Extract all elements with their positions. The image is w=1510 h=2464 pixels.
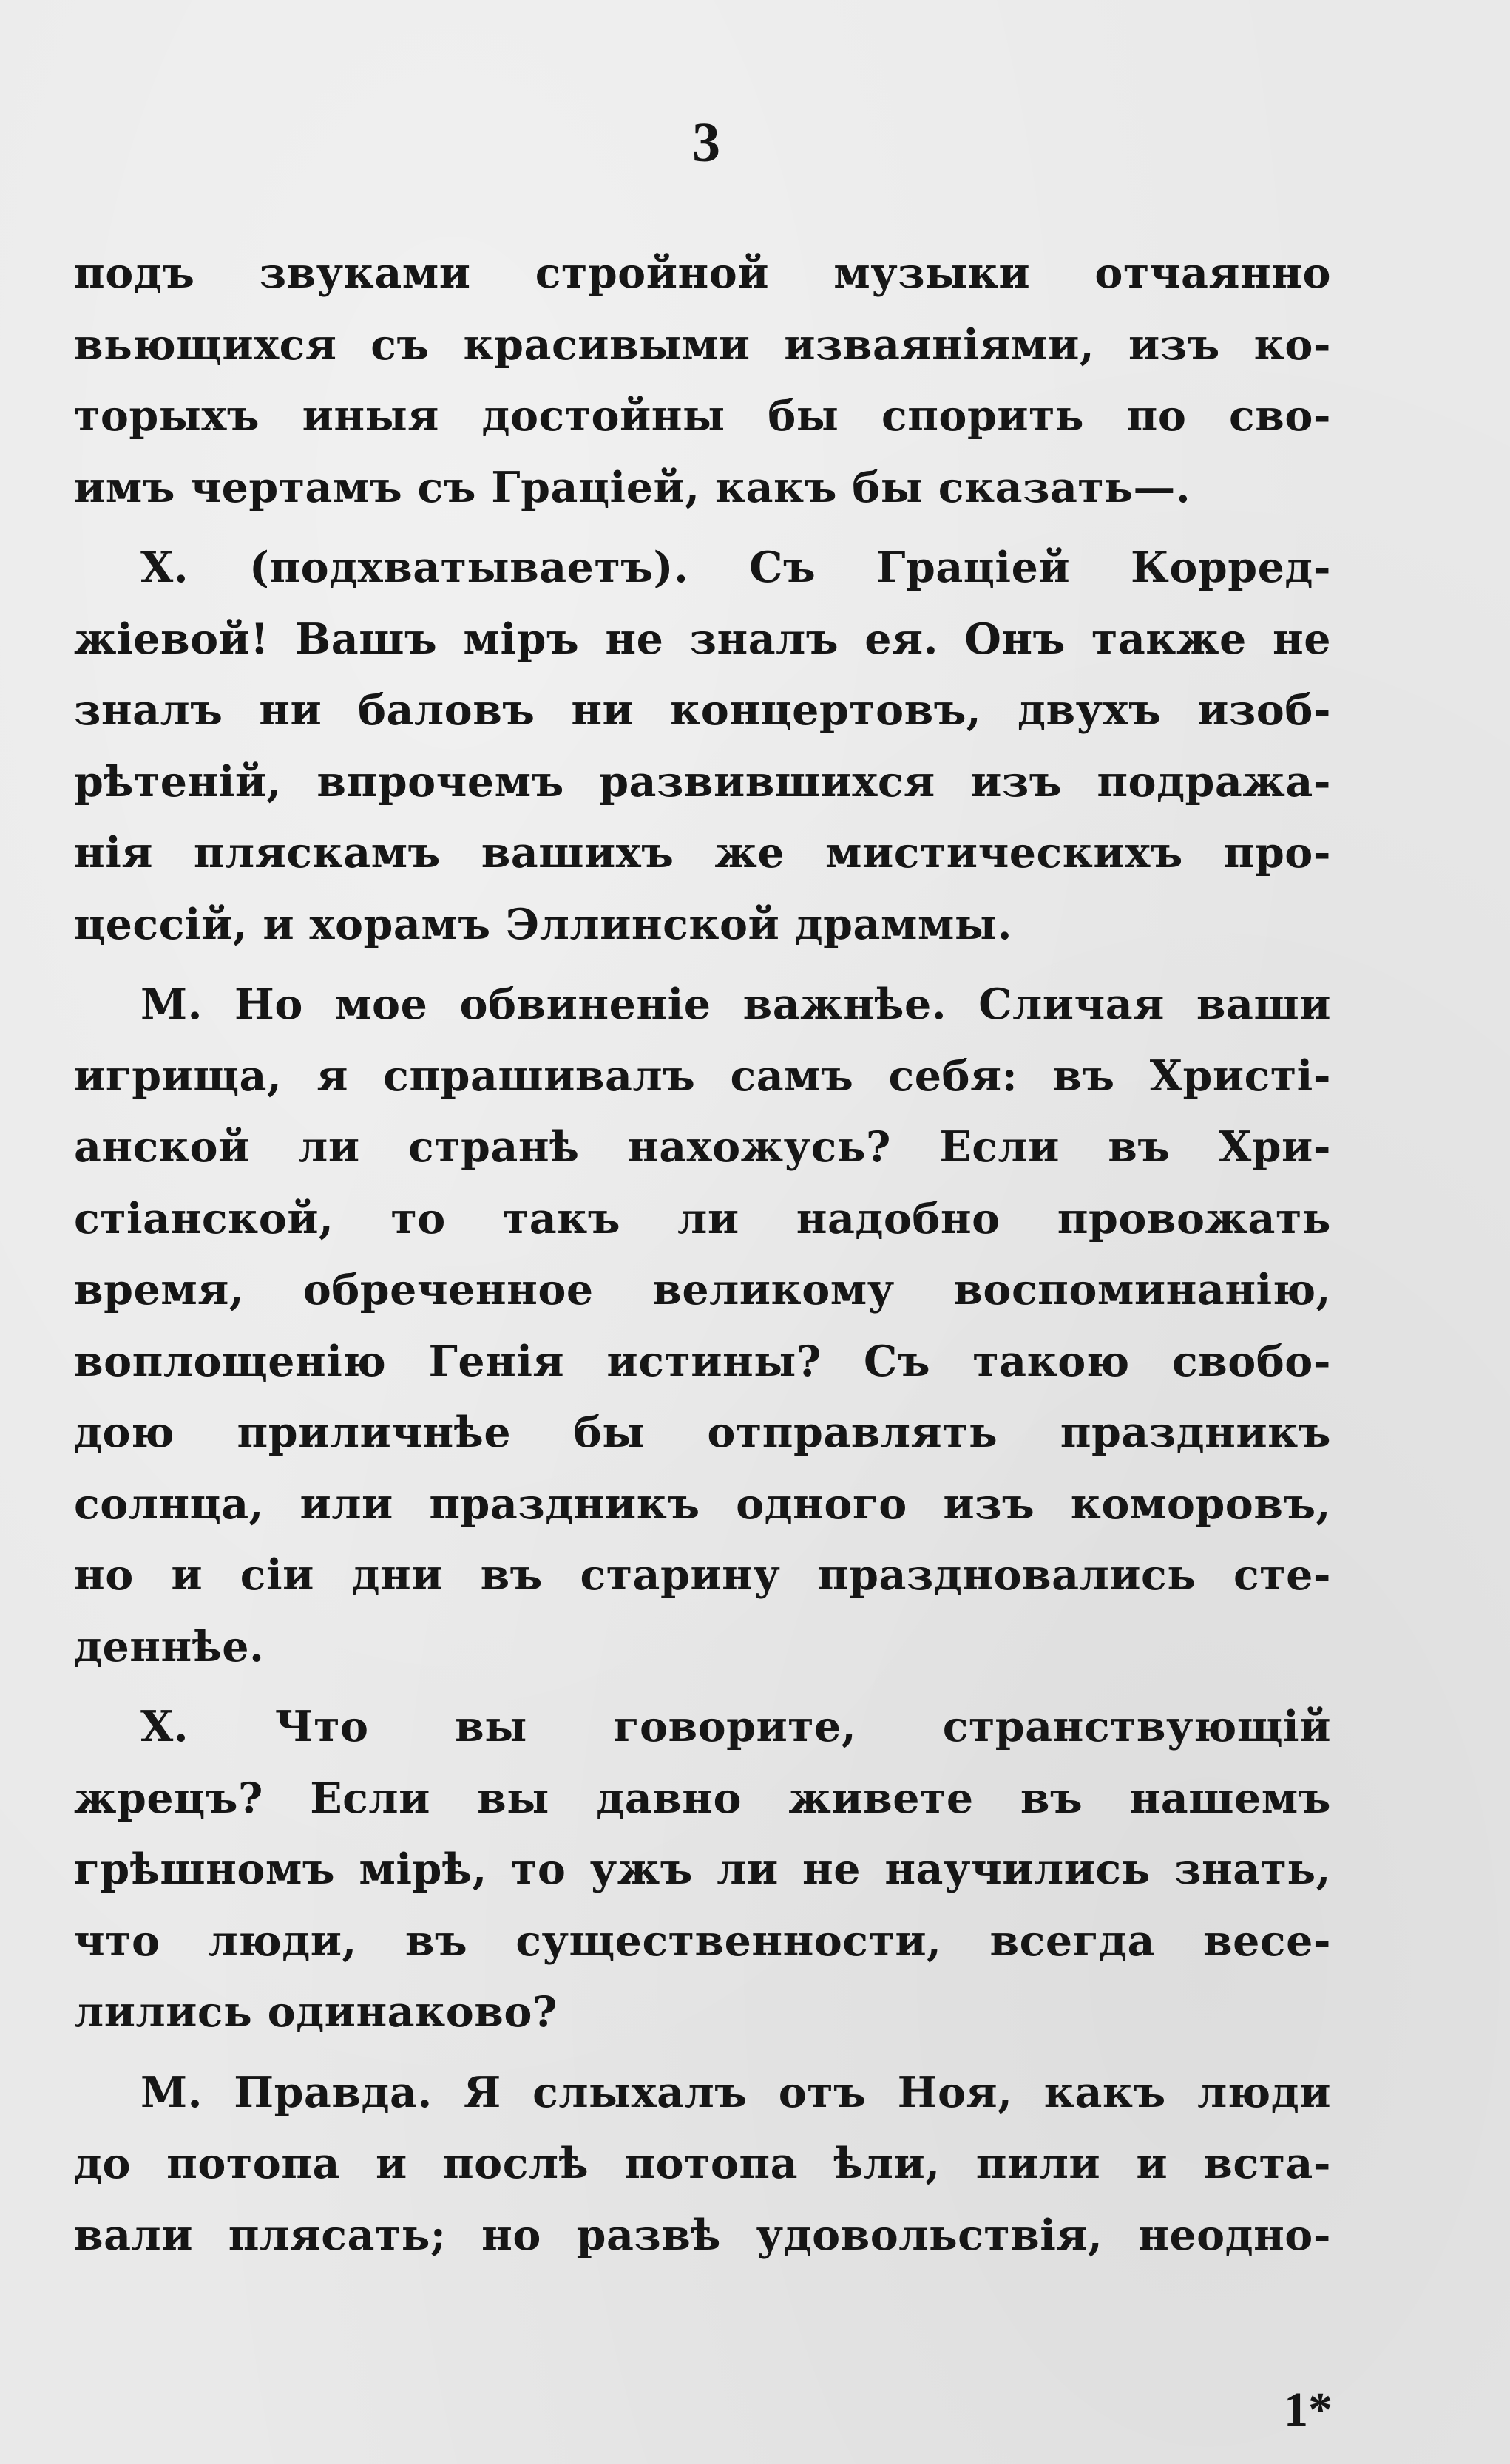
- text-line: грѣшномъ мірѣ, то ужъ ли не научились знать,: [74, 1844, 1331, 1894]
- text-line: лились одинаково?: [74, 1987, 558, 2037]
- text-line: вали плясать; но развѣ удовольствія, неодно-: [74, 2210, 1331, 2260]
- text-line: нія пляскамъ вашихъ же мистическихъ про-: [74, 828, 1331, 878]
- body-text: [74, 238, 1331, 2271]
- paragraph-5: [74, 2057, 1331, 2272]
- text-line: игрища, я спрашивалъ самъ себя: въ Христі-: [74, 1051, 1331, 1101]
- text-line: М. Но мое обвиненіе важнѣе. Сличая ваши: [140, 980, 1331, 1029]
- text-line: воплощенію Генія истины? Съ такою свобо-: [74, 1336, 1331, 1386]
- text-line: цессій, и хорамъ Эллинской драммы.: [74, 899, 1012, 949]
- text-line: жіевой! Вашъ міръ не зналъ ея. Онъ также не: [74, 614, 1331, 664]
- text-line: время, обреченное великому воспоминанію,: [74, 1265, 1331, 1314]
- text-line: солнца, или праздникъ одного изъ коморовъ,: [74, 1479, 1331, 1529]
- text-line: Х. (подхватываетъ). Съ Граціей Корред-: [140, 543, 1331, 592]
- text-line: но и сіи дни въ старину праздновались сте-: [74, 1550, 1331, 1600]
- page-number: 3: [692, 112, 720, 174]
- text-line: имъ чертамъ съ Граціей, какъ бы сказать—.: [74, 462, 1191, 512]
- text-line: деннѣе.: [74, 1621, 265, 1671]
- text-line: что люди, въ существенности, всегда весе-: [74, 1915, 1331, 1966]
- text-line: торыхъ иныя достойны бы спорить по сво-: [74, 391, 1331, 441]
- text-line: зналъ ни баловъ ни концертовъ, двухъ изоб-: [74, 685, 1331, 735]
- text-line: М. Правда. Я слыхалъ отъ Ноя, какъ люди: [140, 2067, 1331, 2117]
- signature-mark: 1*: [1284, 2383, 1333, 2437]
- paragraph-1: [74, 238, 1331, 523]
- text-line: жрецъ? Если вы давно живете въ нашемъ: [74, 1773, 1331, 1823]
- paragraph-2: [74, 532, 1331, 960]
- paragraph-3: [74, 969, 1331, 1683]
- text-line: вьющихся съ красивыми изваяніями, изъ ко-: [74, 319, 1331, 370]
- text-line: дою приличнѣе бы отправлять праздникъ: [74, 1408, 1331, 1457]
- text-line: рѣтеній, впрочемъ развившихся изъ подража-: [74, 756, 1331, 807]
- text-line: подъ звуками стройной музыки отчаянно: [74, 248, 1331, 298]
- text-line: Х. Что вы говорите, странствующій: [140, 1702, 1331, 1751]
- text-line: стіанской, то такъ ли надобно провожать: [74, 1193, 1331, 1243]
- text-line: анской ли странѣ нахожусь? Если въ Хри-: [74, 1122, 1331, 1172]
- paragraph-4: [74, 1691, 1331, 2049]
- text-line: до потопа и послѣ потопа ѣли, пили и вста-: [74, 2139, 1331, 2188]
